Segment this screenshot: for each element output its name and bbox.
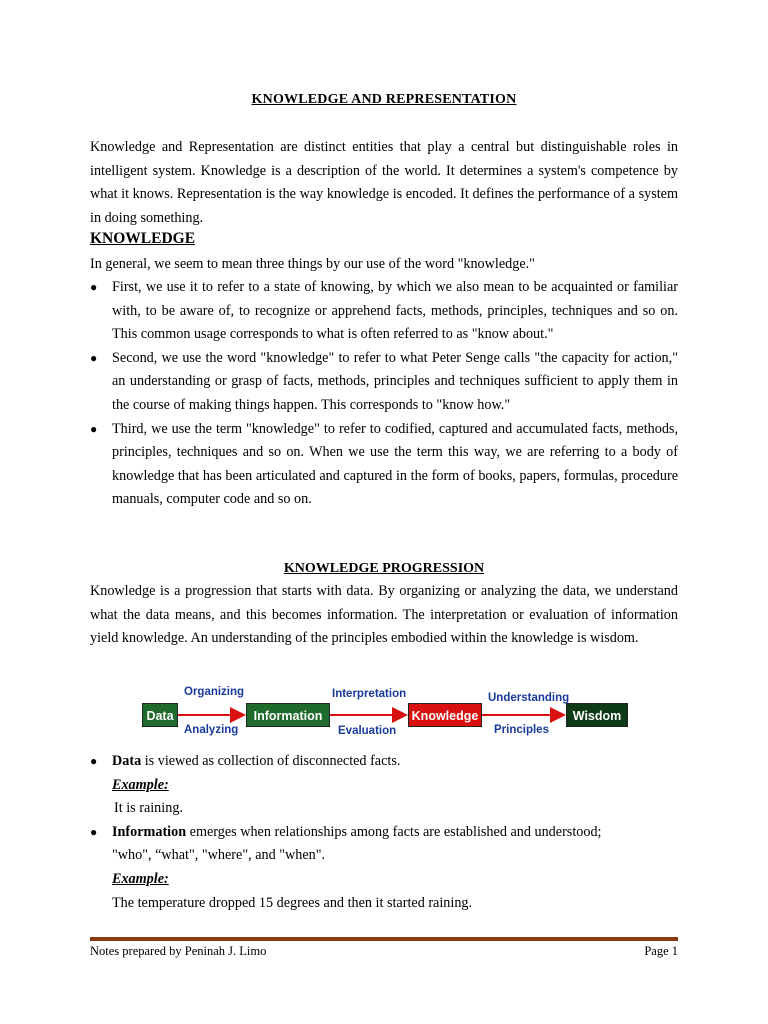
arrow-label-organizing: Organizing [184,686,245,698]
bullet-text: First, we use it to refer to a state of knowing, by which we also mean to be acquainted or familiar with, to be aware of, to recognize or apprehend facts, methods, principles, techniques and so on. This common usage corresponds to what is often referred to as "know about." [112,279,678,343]
progression-paragraph: Knowledge is a progression that starts with data. By organizing or analyzing the data, we understand what the data means, and this becomes information. The interpretation or evaluation of information yield knowledge. An understanding of the principles embodied within the knowledge is wisdom. [90,583,678,647]
bullet-icon: ● [90,421,98,436]
knowledge-progression-diagram [140,686,630,742]
information-definition: emerges when relationships among facts are established and understood; [186,823,602,840]
footer-page-number: Page 1 [644,944,678,958]
list-item [90,276,678,347]
diagram-box-information: Information [246,703,330,727]
information-definition-line2: "who", “what", "where", and "when". [112,847,326,864]
diagram-box-knowledge: Knowledge [408,703,482,727]
information-term: Information [112,823,187,840]
bullet-icon: ● [90,754,98,768]
arrow-label-principles: Principles [494,724,549,736]
footer-author: Notes prepared by Peninah J. Limo [90,944,267,958]
diagram-box-wisdom: Wisdom [566,703,628,727]
list-item [90,821,678,915]
bullet-icon: ● [90,280,98,294]
intro-paragraph: Knowledge and Representation are distinct entities that play a central but distinguishable roles in intelligent system. Knowledge is a description of the world. It determines a system's competence by what it knows. Representation is the way knowledge is encoded. It defines the performance of a system in doing something. [90,139,678,226]
arrow-label-interpretation: Interpretation [332,688,407,700]
data-example-text: It is raining. [114,800,183,817]
arrow-label-analyzing: Analyzing [184,724,239,736]
definition-bullet-list [90,750,678,915]
list-item [90,418,678,512]
list-item [90,347,678,418]
footer-rule [90,937,678,941]
page-title: KNOWLEDGE AND REPRESENTATION [251,92,517,107]
information-example-label: Example: [112,870,169,887]
data-term: Data [112,753,142,769]
bullet-icon: ● [90,824,98,839]
arrow-label-evaluation: Evaluation [338,725,397,737]
bullet-text: Third, we use the term "knowledge" to refer to codified, captured and accumulated facts, methods, principles, techniques and so on. When we use the term this way, we are referring to a body of knowledge that has been articulated and captured in the form of books, papers, formulas, procedure manuals, computer code and so on. [112,420,678,508]
knowledge-heading: KNOWLEDGE [90,230,196,247]
knowledge-lead: In general, we seem to mean three things by our use of the word "knowledge." [90,256,535,272]
knowledge-bullet-list [90,276,678,512]
data-definition: is viewed as collection of disconnected facts. [141,753,401,769]
list-item [90,750,678,821]
arrow-label-understanding: Understanding [488,692,570,704]
bullet-text: Second, we use the word "knowledge" to refer to what Peter Senge calls "the capacity for action," an understanding or grasp of facts, methods, principles and techniques sufficient to apply them in the course of making things happen. This corresponds to "know how." [112,349,678,413]
bullet-icon: ● [90,350,98,365]
diagram-box-data: Data [142,703,178,727]
data-example-label: Example: [112,776,169,793]
progression-heading: KNOWLEDGE PROGRESSION [283,561,485,576]
document-page [90,0,678,1024]
information-example-text: The temperature dropped 15 degrees and then it started raining. [112,894,473,911]
